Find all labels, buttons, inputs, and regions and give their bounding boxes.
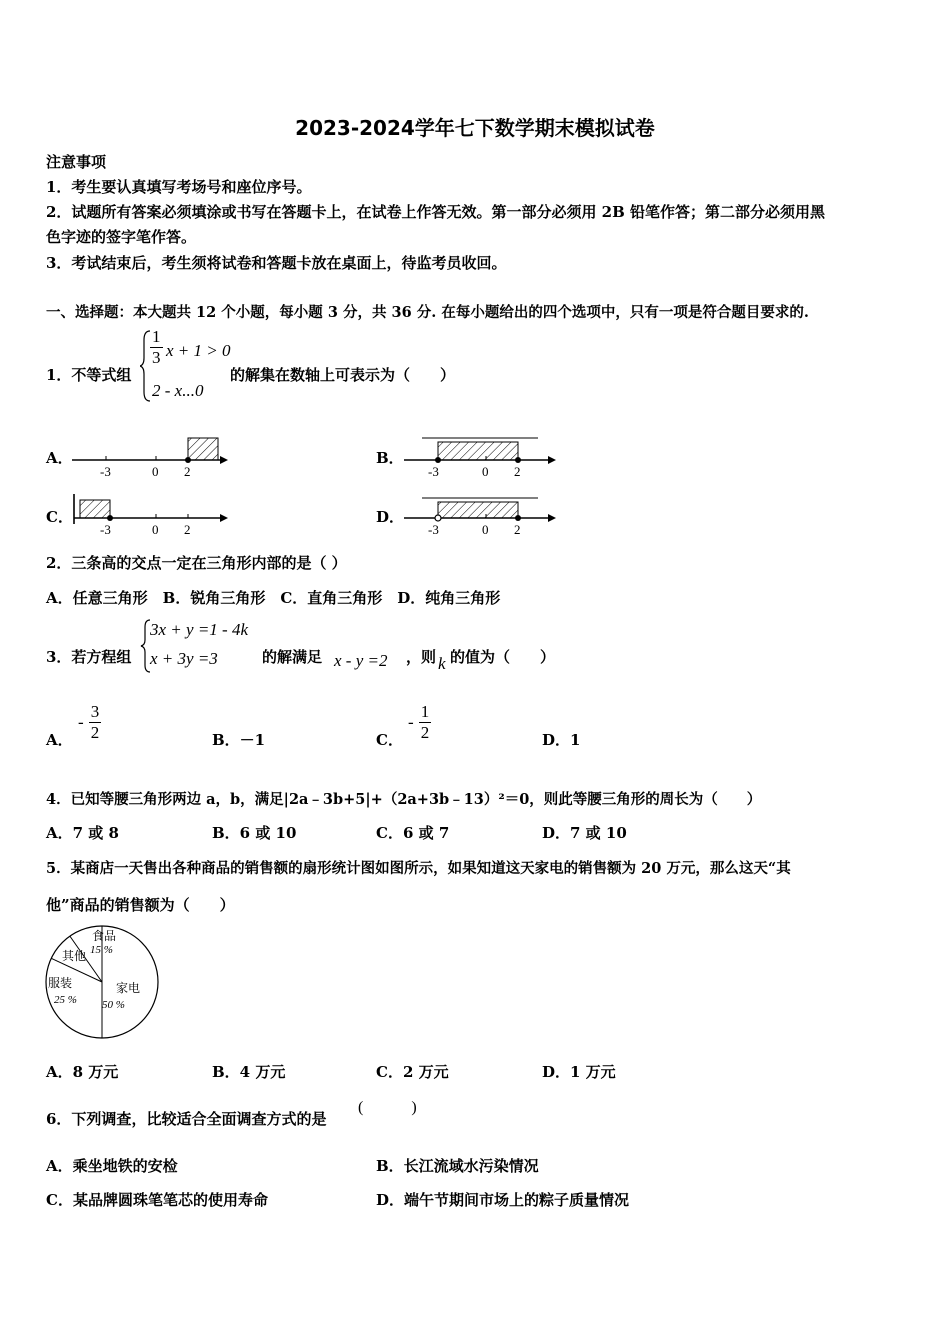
q1-prefix: 1．不等式组 <box>46 366 132 384</box>
q3-opt-b: B．－1 <box>212 731 266 749</box>
q5-opt-d: D．1 万元 <box>542 1063 616 1081</box>
note-item: 2．试题所有答案必须填涂或书写在答题卡上，在试卷上作答无效。第一部分必须用 2B 铅笔作答；第二部分必须用黑 <box>46 203 826 221</box>
q1-opt-b-label: B． <box>376 449 404 467</box>
q6-paren: ( ) <box>358 1099 417 1116</box>
tick-label: 0 <box>482 464 489 479</box>
pie-label-clothes: 服装 <box>48 976 73 990</box>
numberline-c[interactable] <box>70 490 230 538</box>
pie-label-other: 其他 <box>62 949 87 963</box>
q6-opt-d: D．端午节期间市场上的粽子质量情况 <box>376 1191 630 1209</box>
note-item: 3．考试结束后，考生须将试卷和答题卡放在桌面上，待监考员收回。 <box>46 254 507 272</box>
q3-mid: 的解满足 <box>262 648 323 666</box>
q5-opt-a: A．8 万元 <box>46 1063 119 1081</box>
q3-k: k <box>438 654 446 673</box>
q5-opt-b: B．4 万元 <box>212 1063 286 1081</box>
q4-opt-d: D．7 或 10 <box>542 824 627 842</box>
tick-label: 0 <box>152 522 159 537</box>
q3-opt-c-label: C． <box>376 731 403 749</box>
q1-suffix: 的解集在数轴上可表示为（ ） <box>230 366 456 384</box>
numberline-d[interactable] <box>402 490 562 538</box>
q1-opt-a-label: A． <box>46 449 73 467</box>
numberline-a[interactable] <box>70 432 230 480</box>
q1-eq2: 2 - x...0 <box>152 381 204 400</box>
q5-pie-chart <box>40 922 166 1042</box>
pie-label-clothes-pct: 25 % <box>54 994 77 1006</box>
tick-label: -3 <box>100 522 111 537</box>
tick-label: 0 <box>482 522 489 537</box>
tick-label: 2 <box>514 522 521 537</box>
q3-opt-d: D．1 <box>542 731 581 749</box>
q2-options: A．任意三角形 B．锐角三角形 C．直角三角形 D．纯角三角形 <box>46 589 501 607</box>
pie-label-food: 食品 <box>92 929 117 943</box>
notes-heading: 注意事项 <box>46 153 107 171</box>
q3-cond: x - y =2 <box>334 651 388 670</box>
q4-opt-a: A．7 或 8 <box>46 824 119 842</box>
q3-opt-c-den: 2 <box>420 723 430 742</box>
q5-line1: 5．某商店一天售出各种商品的销售额的扇形统计图如图所示，如果知道这天家电的销售额为 20 万元，那么这天“其 <box>46 860 791 877</box>
q6-opt-b: B．长江流域水污染情况 <box>376 1157 539 1175</box>
q6-stem: 6．下列调查，比较适合全面调查方式的是 <box>46 1110 327 1128</box>
tick-label: 2 <box>184 522 191 537</box>
q1-eq1-rest: x + 1 > 0 <box>166 341 231 360</box>
pie-label-appliance-pct: 50 % <box>102 999 125 1011</box>
tick-label: 0 <box>152 464 159 479</box>
q5-opt-c: C．2 万元 <box>376 1063 449 1081</box>
note-item: 1．考生要认真填写考场号和座位序号。 <box>46 178 312 196</box>
pie-label-food-pct: 15 % <box>90 944 113 956</box>
tick-label: 2 <box>184 464 191 479</box>
q3-prefix: 3．若方程组 <box>46 648 132 666</box>
tick-label: -3 <box>100 464 111 479</box>
pie-label-appliance: 家电 <box>116 981 141 995</box>
q2-stem: 2．三条高的交点一定在三角形内部的是（ ） <box>46 554 347 572</box>
q3-opt-c-sign: - <box>408 712 414 732</box>
numberline-b[interactable] <box>402 432 562 480</box>
q1-eq1 <box>150 327 163 368</box>
page-title: 2023-2024学年七下数学期末模拟试卷 <box>295 116 655 140</box>
note-item: 色字迹的签字笔作答。 <box>46 228 197 246</box>
q3-opt-a-sign: - <box>78 712 84 732</box>
q3-eq1: 3x + y =1 - 4k <box>150 620 248 639</box>
section-heading: 一、选择题：本大题共 12 个小题，每小题 3 分，共 36 分. 在每小题给出的四个选项中，只有一项是符合题目要求的. <box>46 304 809 321</box>
q6-opt-a: A．乘坐地铁的安检 <box>46 1157 178 1175</box>
tick-label: 2 <box>514 464 521 479</box>
q5-line2: 他”商品的销售额为（ ） <box>46 896 235 914</box>
q3-opt-a-value <box>78 702 101 743</box>
q3-opt-a-den: 2 <box>90 723 100 742</box>
q3-opt-a-label: A． <box>46 731 73 749</box>
q3-suffix: 的值为（ ） <box>450 648 556 666</box>
q4-opt-c: C．6 或 7 <box>376 824 450 842</box>
q3-eq2: x + 3y =3 <box>150 649 218 668</box>
q4-opt-b: B．6 或 10 <box>212 824 297 842</box>
q1-frac-den: 3 <box>152 348 161 367</box>
q1-frac-num: 1 <box>152 327 161 346</box>
q4-stem: 4．已知等腰三角形两边 a，b，满足|2a﹣3b+5|+（2a+3b﹣13）²＝0，则此等腰三角形的周长为（ ） <box>46 791 762 808</box>
tick-label: -3 <box>428 522 439 537</box>
tick-label: -3 <box>428 464 439 479</box>
q3-opt-a-num: 3 <box>90 702 100 721</box>
q3-opt-c-num: 1 <box>420 702 430 721</box>
q1-opt-c-label: C． <box>46 508 73 526</box>
q3-opt-c-value <box>408 702 431 743</box>
q3-mid2: ，则 <box>406 648 437 666</box>
q6-opt-c: C．某品牌圆珠笔笔芯的使用寿命 <box>46 1191 268 1209</box>
q1-opt-d-label: D． <box>376 508 405 526</box>
